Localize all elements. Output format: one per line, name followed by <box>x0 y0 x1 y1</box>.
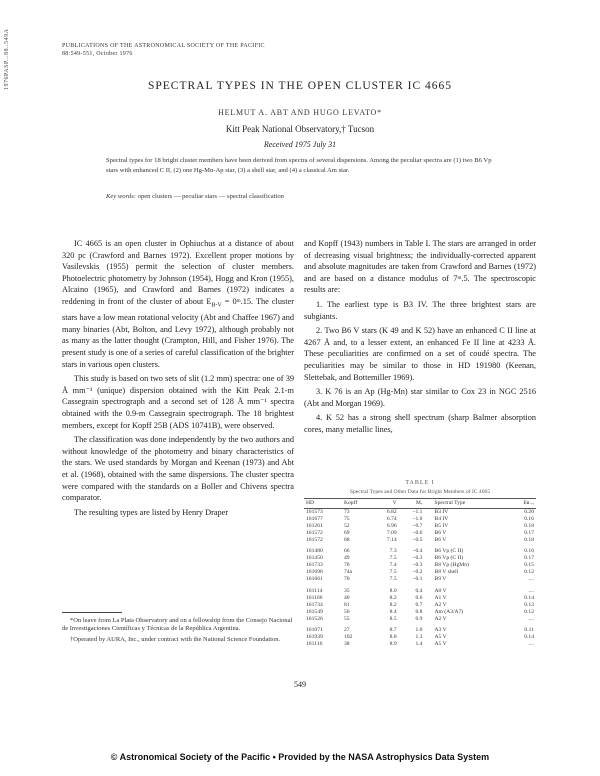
table-row <box>304 641 536 648</box>
cell-hd: 161939 <box>306 634 323 641</box>
table-row <box>304 602 536 609</box>
footnote-kpno: †Operated by AURA, Inc., under contract with the National Science Foundation. <box>70 635 281 643</box>
cell-hd: 161698 <box>306 569 323 576</box>
classification-paragraph: The classification was done independently by the two authors and without knowledge of the photometry and binary characteristics of the stars. We used standards by Morgan and Keenan (1973) and Abt et al. (1968), obtained with the same dispersions. The cluster spectra were compared with the standards on a Boller and Chivens spectra comparator. <box>62 435 294 503</box>
keywords-label: Key words: <box>106 193 136 200</box>
cell-kopff: 52 <box>343 522 350 529</box>
table-row <box>304 609 536 616</box>
cell-mv: −1.1 <box>412 508 423 515</box>
cell-hd: 161572 <box>306 529 323 536</box>
cell-kopff: 74a <box>343 569 353 576</box>
col-header-mv: Mᵥ <box>399 499 425 509</box>
cell-v: 7.14 <box>386 536 397 543</box>
cell-v: 8.0 <box>389 587 397 594</box>
cell-mv: 0.8 <box>415 608 423 615</box>
received-date: Received 1975 July 31 <box>263 140 337 149</box>
cell-kopff: 69 <box>343 529 350 536</box>
cell-v: 6.74 <box>386 515 397 522</box>
cell-hd: 161071 <box>306 627 323 633</box>
journal-citation: 88:549-551, October 1976 <box>62 51 133 57</box>
table-row <box>304 569 536 576</box>
cell-ebv: 0.12 <box>524 608 534 615</box>
cell-hd: 161733 <box>306 562 323 569</box>
cell-hd: 161661 <box>306 576 323 583</box>
left-column <box>62 238 294 521</box>
table-row <box>304 548 536 555</box>
cell-mv: −0.3 <box>412 555 423 562</box>
cell-ebv: 0.11 <box>524 627 534 633</box>
cell-v: 8.7 <box>389 627 397 633</box>
results-intro-paragraph: The resulting types are listed by Henry Draper <box>74 507 229 517</box>
cell-hd: 161450 <box>306 555 323 562</box>
table-label: TABLE I <box>405 480 435 486</box>
cell-ebv: 0.13 <box>524 601 534 608</box>
cell-spectral-type: B8 Vp (HgMn) <box>434 562 469 569</box>
cell-ebv: 0.16 <box>524 548 534 555</box>
cell-mv: 0.9 <box>415 615 423 622</box>
cell-kopff: 68 <box>343 536 350 543</box>
cell-mv: −0.2 <box>412 569 423 576</box>
cell-spectral-type: B6 Vp (C II) <box>434 555 464 562</box>
cell-ebv: 0.17 <box>524 529 534 536</box>
table-row <box>304 530 536 537</box>
keywords <box>106 192 496 202</box>
spectral-types-table <box>304 498 536 648</box>
cell-mv: −0.4 <box>412 548 423 555</box>
cell-spectral-type: A0 V <box>434 587 447 594</box>
cell-ebv: .... <box>528 615 534 622</box>
cell-ebv: .... <box>528 641 534 648</box>
table-row <box>304 616 536 623</box>
cell-hd: 161526 <box>306 615 323 622</box>
cell-spectral-type: B4 IV <box>434 515 449 522</box>
cell-ebv: 0.15 <box>524 562 534 569</box>
cell-hd: 161116 <box>306 641 323 648</box>
cell-spectral-type: B5 IV <box>434 522 449 529</box>
cell-spectral-type: A2 V <box>434 601 447 608</box>
cell-ebv: 0.16 <box>524 515 534 522</box>
cell-v: 6.96 <box>386 522 397 529</box>
cell-spectral-type: Am (A3/A7) <box>434 608 464 615</box>
cell-kopff: 73 <box>343 508 350 515</box>
table-1 <box>304 480 536 648</box>
journal-name: PUBLICATIONS OF THE ASTRONOMICAL SOCIETY OF THE PACIFIC <box>62 43 265 49</box>
cell-mv: −0.1 <box>412 576 423 583</box>
intro-text: IC 4665 is an open cluster in Ophiuchus at a distance of about 320 pc (Crawford and Barnes 1972). Excellent proper motions by Vasilevskis (1955) permit the selection of cluster members. Photoelectric photometry by Johnson (1954), Hogg and Kron (1955), Alcaino (1965), and Crawford and Barnes (1972) indicates a reddening in front of the cluster of about E <box>62 239 294 306</box>
footnotes <box>62 617 294 646</box>
table-reference-paragraph: and Kopff (1943) numbers in Table I. The stars are arranged in order of decreasing visual brightness; the individually-corrected apparent and absolute magnitudes are taken from Crawford and Barnes (1972) and are based on a distance modulus of 7ᵐ.5. The spectroscopic results are: <box>304 239 536 295</box>
cell-mv: 1.3 <box>415 634 423 641</box>
cell-mv: 1.0 <box>415 627 423 633</box>
footnote-levato: *On leave from La Plata Observatory and on a fellowship from the Consejo Nacional de Investigaciones Científicas y Técnicas de la República Argentina. <box>62 617 293 633</box>
cell-hd: 161166 <box>306 594 323 601</box>
cell-ebv: 0.14 <box>524 634 534 641</box>
cell-hd: 161734 <box>306 601 323 608</box>
cell-mv: 0.6 <box>415 594 423 601</box>
cell-ebv: .... <box>528 576 534 583</box>
cell-spectral-type: B6 V <box>434 536 447 543</box>
cell-kopff: 27 <box>343 627 350 633</box>
cell-kopff: 81 <box>343 601 350 608</box>
cell-hd: 161114 <box>306 587 323 594</box>
cell-hd: 161261 <box>306 522 323 529</box>
journal-header <box>62 42 265 58</box>
cell-hd: 161677 <box>306 515 323 522</box>
table-row <box>304 537 536 544</box>
cell-ebv: 0.17 <box>524 555 534 562</box>
observations-paragraph: This study is based on two sets of slit (1.2 mm) spectra: one of 39 Å mm⁻¹ (unique) dispersion obtained with the Kitt Peak 2.1-m Cassegrain spectrograph and a second set of 128 Å mm⁻¹ spectra obtained with the 0.9-m Cassegrain spectrograph. The 18 brightest members, except for Kopff 25B (ADS 10741B), were observed. <box>62 374 294 430</box>
cell-mv: 1.4 <box>415 641 423 648</box>
cell-kopff: 40 <box>343 594 350 601</box>
footnote-rule <box>62 612 122 613</box>
cell-ebv: 0.18 <box>524 536 534 543</box>
cell-ebv: .... <box>528 587 534 594</box>
cell-v: 7.5 <box>389 569 397 576</box>
ads-bibcode-stamp: 1976PASP...88..549A <box>4 28 10 90</box>
cell-kopff: 35 <box>343 587 350 594</box>
result-item-2: 2. Two B6 V stars (K 49 and K 52) have an enhanced C II line at 4267 Å and, to a lesser extent, an enhanced Fe II line at 4233 Å. These peculiarities are confirmed on a set of coudé spectra. The peculiarities may be similar to those in HD 191980 (Keenan, Slettebak, and Bottemiller 1969). <box>304 326 536 382</box>
col-header-spectral-type: Spectral Type <box>424 499 509 509</box>
table-body <box>304 508 536 648</box>
table-row <box>304 516 536 523</box>
table-row <box>304 627 536 634</box>
intro-paragraph <box>62 238 294 370</box>
ads-footer: © Astronomical Society of the Pacific • Provided by the NASA Astrophysics Data System <box>110 752 490 762</box>
page-number: 549 <box>294 680 306 689</box>
cell-hd: 161573 <box>306 508 323 515</box>
color-excess-subscript: B-V <box>211 302 222 309</box>
cell-spectral-type: B9 V <box>434 576 447 583</box>
cell-ebv: 0.14 <box>524 594 534 601</box>
cell-kopff: 66 <box>343 548 350 555</box>
cell-hd: 161480 <box>306 548 323 555</box>
cell-kopff: 75 <box>343 515 350 522</box>
table-row <box>304 595 536 602</box>
col-header-ebv: Eʙ₋ᵥ <box>509 499 536 509</box>
cell-kopff: 55 <box>343 615 350 622</box>
cell-spectral-type: A3 V <box>434 627 447 633</box>
cell-spectral-type: B6 Vp (C II) <box>434 548 464 555</box>
table-row <box>304 523 536 530</box>
col-header-v: V <box>373 499 398 509</box>
keywords-text: open clusters — peculiar stars — spectral classification <box>137 193 284 200</box>
table-row <box>304 634 536 641</box>
cell-v: 7.5 <box>389 576 397 583</box>
cell-spectral-type: A2 V <box>434 615 447 622</box>
paper-authors: HELMUT A. ABT AND HUGO LEVATO* <box>218 108 382 117</box>
cell-kopff: 76 <box>343 562 350 569</box>
cell-ebv: 0.12 <box>524 569 534 576</box>
cell-v: 8.4 <box>389 608 397 615</box>
cell-v: 8.9 <box>389 641 397 648</box>
cell-kopff: 56 <box>343 608 350 615</box>
table-row <box>304 576 536 583</box>
abstract: Spectral types for 18 bright cluster members have been derived from spectra of several dispersions. Among the peculiar spectra are (1) two B6 Vp stars with enhanced C II, (2) one Hg-Mn-Ap star, (3) a shell star, and (4) a classical Am star. <box>106 157 492 174</box>
result-item-1: 1. The earliest type is B3 IV. The three brightest stars are subgiants. <box>304 299 536 321</box>
cell-spectral-type: B3 IV <box>434 508 449 515</box>
cell-kopff: 49 <box>343 555 350 562</box>
cell-v: 7.4 <box>389 562 397 569</box>
cell-mv: −1.0 <box>412 515 423 522</box>
cell-spectral-type: A1 V <box>434 594 447 601</box>
intro-text-end: = 0ᵐ.15. The cluster stars have a low mean rotational velocity (Abt and Chaffee 1967) and many binaries (Abt, Bolton, and Levy 1972), although probably not as many as the latter thought (Crampton, Hill, and Fisher 1976). The present study is one of a series of careful classification of the brighter stars in various open clusters. <box>62 296 294 369</box>
cell-hd: 161572 <box>306 536 323 543</box>
cell-hd: 161549 <box>306 608 323 615</box>
col-header-kopff: Kopff <box>342 499 374 509</box>
cell-v: 6.82 <box>386 508 397 515</box>
cell-v: 7.5 <box>389 555 397 562</box>
cell-mv: −0.7 <box>412 522 423 529</box>
cell-spectral-type: B8 V shell <box>434 569 459 576</box>
cell-v: 7.3 <box>389 548 397 555</box>
cell-v: 8.2 <box>389 601 397 608</box>
paper-title: SPECTRAL TYPES IN THE OPEN CLUSTER IC 4665 <box>147 80 453 92</box>
cell-mv: 0.4 <box>415 587 423 594</box>
cell-v: 7.09 <box>386 529 397 536</box>
cell-ebv: 0.20 <box>524 508 534 515</box>
cell-spectral-type: A5 V <box>434 641 447 648</box>
cell-kopff: 102 <box>343 634 353 641</box>
cell-mv: −0.5 <box>412 536 423 543</box>
cell-mv: 0.7 <box>415 601 423 608</box>
table-row <box>304 562 536 569</box>
cell-spectral-type: A5 V <box>434 634 447 641</box>
table-row <box>304 588 536 595</box>
cell-ebv: 0.18 <box>524 522 534 529</box>
table-caption: Spectral Types and Other Data for Bright Members of IC 4665 <box>349 489 491 495</box>
table-row <box>304 555 536 562</box>
cell-mv: −0.3 <box>412 562 423 569</box>
cell-v: 8.5 <box>389 615 397 622</box>
result-item-4: 4. K 52 has a strong shell spectrum (sharp Balmer absorption cores, many metallic lines, <box>304 413 536 434</box>
col-header-hd: HD <box>304 499 342 509</box>
cell-mv: −0.6 <box>412 529 423 536</box>
cell-spectral-type: B6 V <box>434 529 447 536</box>
cell-v: 8.2 <box>389 594 397 601</box>
author-affiliation: Kitt Peak National Observatory,† Tucson <box>225 124 375 134</box>
right-column <box>304 238 536 439</box>
result-item-3: 3. K 76 is an Ap (Hg-Mn) star similar to Cox 23 in NGC 2516 (Abt and Morgan 1969). <box>304 387 536 408</box>
table-row <box>304 508 536 516</box>
cell-kopff: 38 <box>343 641 350 648</box>
cell-v: 8.8 <box>389 634 397 641</box>
cell-kopff: 70 <box>343 576 350 583</box>
